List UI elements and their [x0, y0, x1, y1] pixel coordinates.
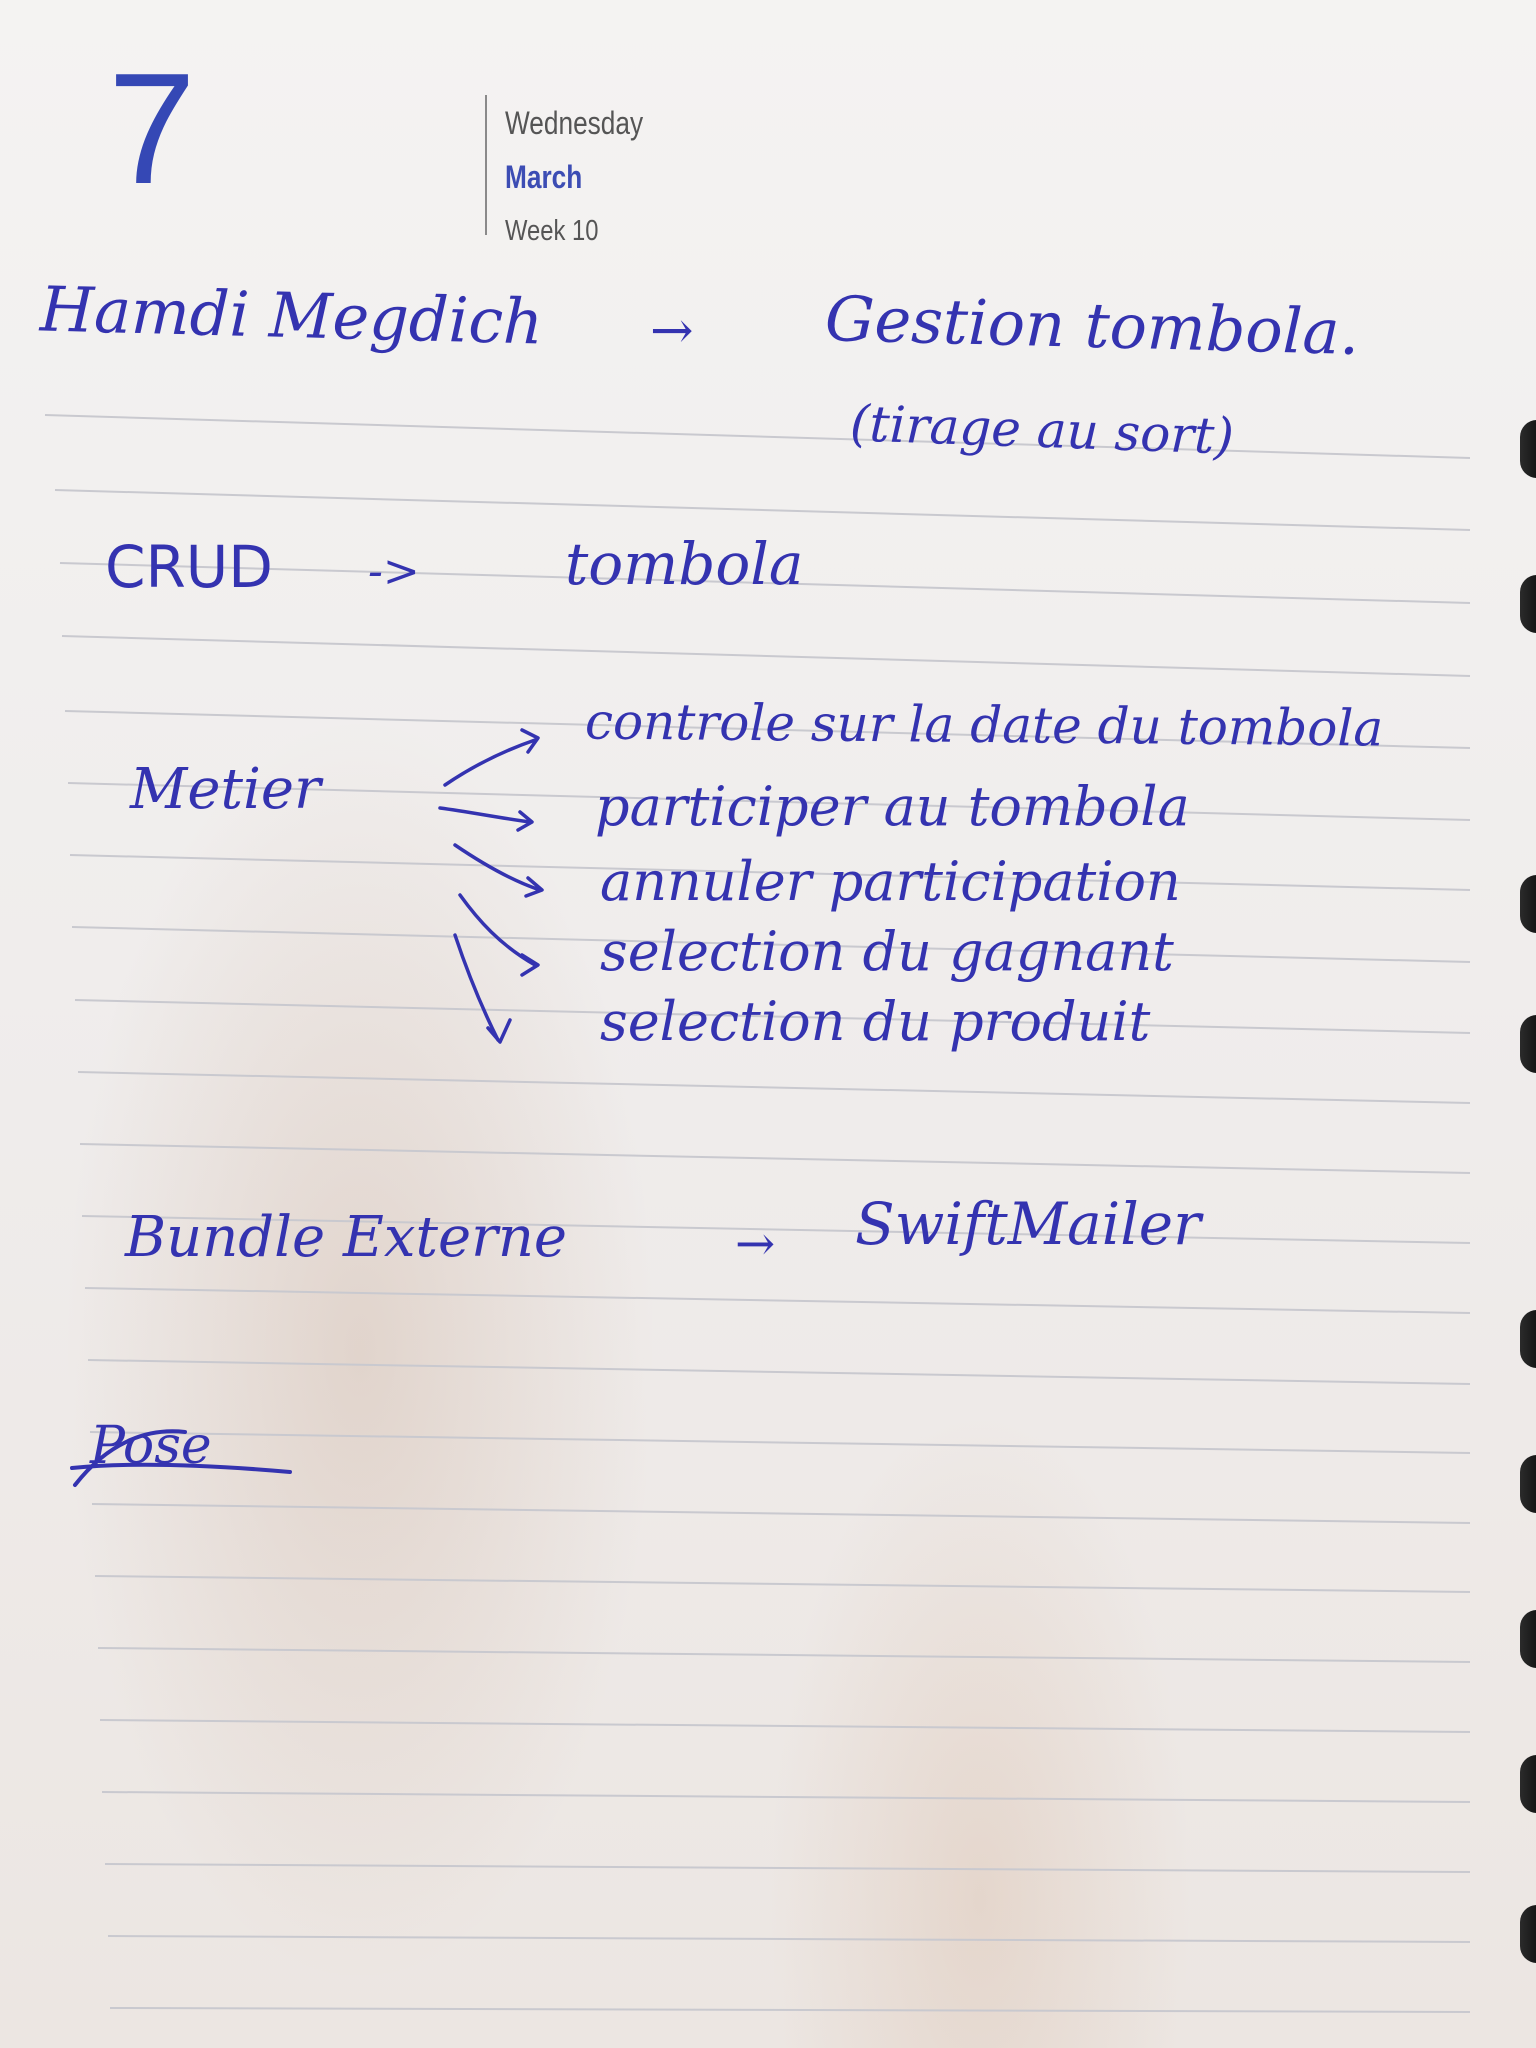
project-topic: Gestion tombola. — [824, 282, 1361, 369]
weekday-en: Wednesday — [505, 105, 644, 141]
spiral-ring — [1520, 1455, 1536, 1513]
metier-item-5: selection du produit — [600, 990, 1151, 1053]
student-name: Hamdi Megdich — [39, 272, 544, 359]
crossed-out-word: Pose — [90, 1416, 212, 1476]
spiral-ring — [1520, 575, 1536, 633]
week-en: Week 10 — [505, 215, 599, 247]
metier-item-3: annuler participation — [600, 850, 1181, 913]
crud-arrow: -> — [368, 546, 420, 597]
day-number: 7 — [108, 41, 196, 217]
spiral-ring — [1520, 1755, 1536, 1813]
crud-label: CRUD — [105, 533, 273, 601]
project-topic-detail: (tirage au sort) — [849, 394, 1235, 466]
spiral-ring — [1520, 1905, 1536, 1963]
metier-item-4: selection du gagnant — [600, 920, 1174, 983]
metier-item-1: controle sur la date du tombola — [584, 692, 1384, 758]
metier-item-2: participer au tombola — [595, 775, 1190, 838]
month-en: March — [505, 159, 583, 195]
metier-label: Metier — [130, 757, 321, 822]
line1-arrow: → — [650, 301, 694, 361]
spiral-ring — [1520, 1610, 1536, 1668]
spiral-ring — [1520, 875, 1536, 933]
crud-entity: tombola — [565, 530, 804, 598]
spiral-ring — [1520, 1310, 1536, 1368]
bundle-label: Bundle Externe — [125, 1205, 568, 1270]
spiral-ring — [1520, 1015, 1536, 1073]
spiral-ring — [1520, 420, 1536, 478]
bundle-arrow: → — [735, 1216, 776, 1272]
bundle-value: SwiftMailer — [855, 1190, 1201, 1258]
